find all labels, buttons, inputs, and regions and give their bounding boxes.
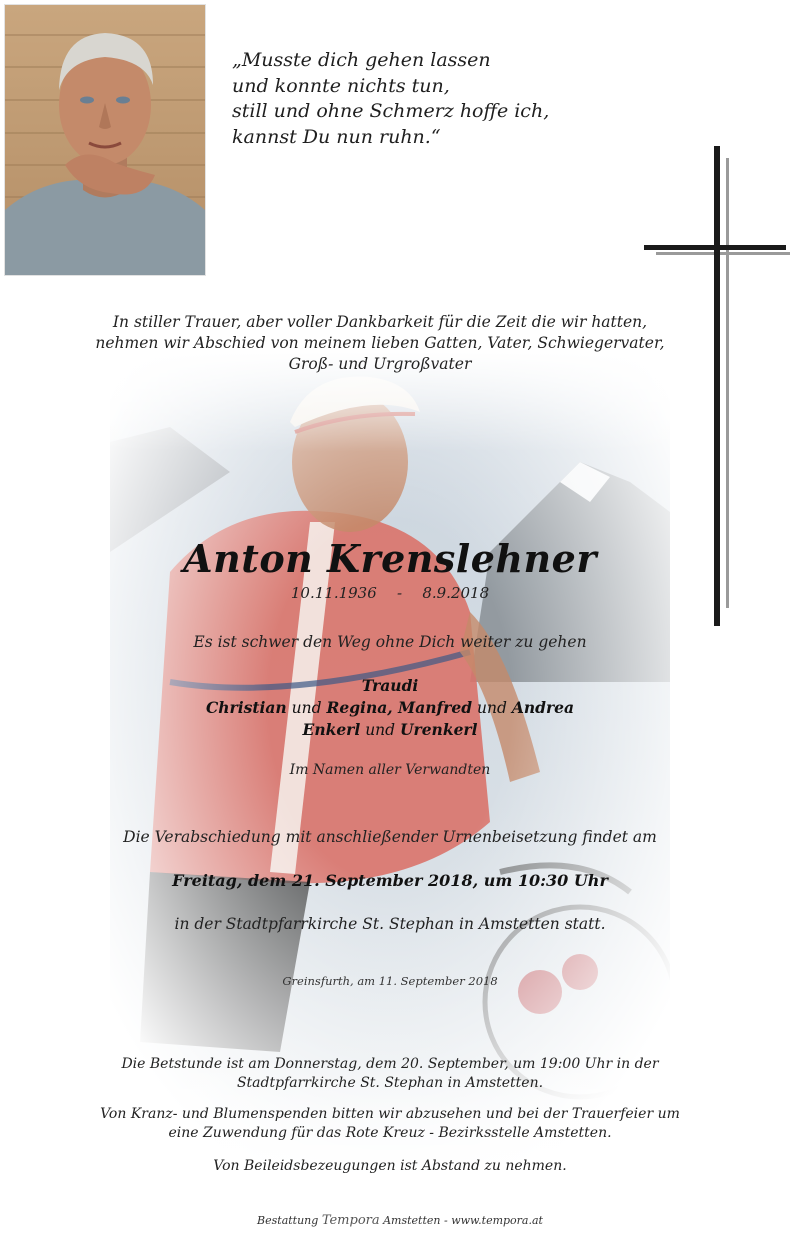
conjunction: und [291, 699, 322, 717]
quote-line: still und ohne Schmerz hoffe ich, [232, 100, 550, 122]
family-member: Traudi [361, 676, 419, 695]
motto-text: Es ist schwer den Weg ohne Dich weiter zu gehen [193, 633, 587, 651]
condolence-note: Von Beileidsbezeugungen ist Abstand zu nehmen. [213, 1158, 567, 1174]
prayer-note: Die Betstunde ist am Donnerstag, dem 20. September, um 19:00 Uhr in der Stadtpfarrkirche St. Stephan in Amstetten. [121, 1056, 659, 1091]
family-member: Enkerl [302, 720, 361, 739]
ceremony-location: in der Stadtpfarrkirche St. Stephan in Amstetten statt. [174, 915, 606, 933]
footer-suffix: Amstetten - www.tempora.at [383, 1214, 543, 1227]
place-date: Greinsfurth, am 11. September 2018 [282, 974, 498, 988]
footer-brand-logo: Tempora [321, 1213, 380, 1228]
quote-line: kannst Du nun ruhn.“ [232, 125, 441, 148]
conjunction: und [365, 721, 396, 739]
family-line [100, 719, 680, 741]
family-list [100, 675, 680, 741]
ceremony-intro: Die Verabschiedung mit anschließender Urnenbeisetzung findet am [123, 828, 657, 846]
relatives-text: Im Namen aller Verwandten [289, 762, 491, 778]
portrait-photo [4, 4, 206, 276]
ceremony-datetime: Freitag, dem 21. September 2018, um 10:30 Uhr [172, 871, 608, 890]
conjunction: und [476, 699, 507, 717]
intro-text: In stiller Trauer, aber voller Dankbarkeit für die Zeit die wir hatten, nehmen wir Abschied von meinem lieben Gatten, Vater, Schwiegervater, Groß- und Urgroßvater [95, 313, 665, 373]
quote-line: „Musste dich gehen lassen [232, 49, 491, 71]
notes-section [100, 1055, 680, 1188]
birth-date: 10.11.1936 [290, 584, 377, 602]
quote-line: und konnte nichts tun, [232, 74, 450, 97]
family-line [100, 697, 680, 719]
family-member: Regina, Manfred [326, 698, 473, 717]
life-dates [100, 584, 680, 602]
footer-prefix: Bestattung [257, 1214, 319, 1227]
donation-note: Von Kranz- und Blumenspenden bitten wir abzusehen und bei der Trauerfeier um eine Zuwendung für das Rote Kreuz - Bezirksstelle Amstetten. [100, 1106, 680, 1141]
family-line [100, 675, 680, 697]
family-member: Christian [205, 698, 287, 717]
death-date: 8.9.2018 [422, 584, 490, 602]
date-separator: - [397, 584, 403, 602]
footer [150, 1213, 650, 1228]
family-member: Andrea [511, 698, 575, 717]
deceased-name: Anton Krenslehner [183, 536, 597, 581]
family-member: Urenkerl [400, 720, 478, 739]
memorial-quote [232, 48, 552, 150]
